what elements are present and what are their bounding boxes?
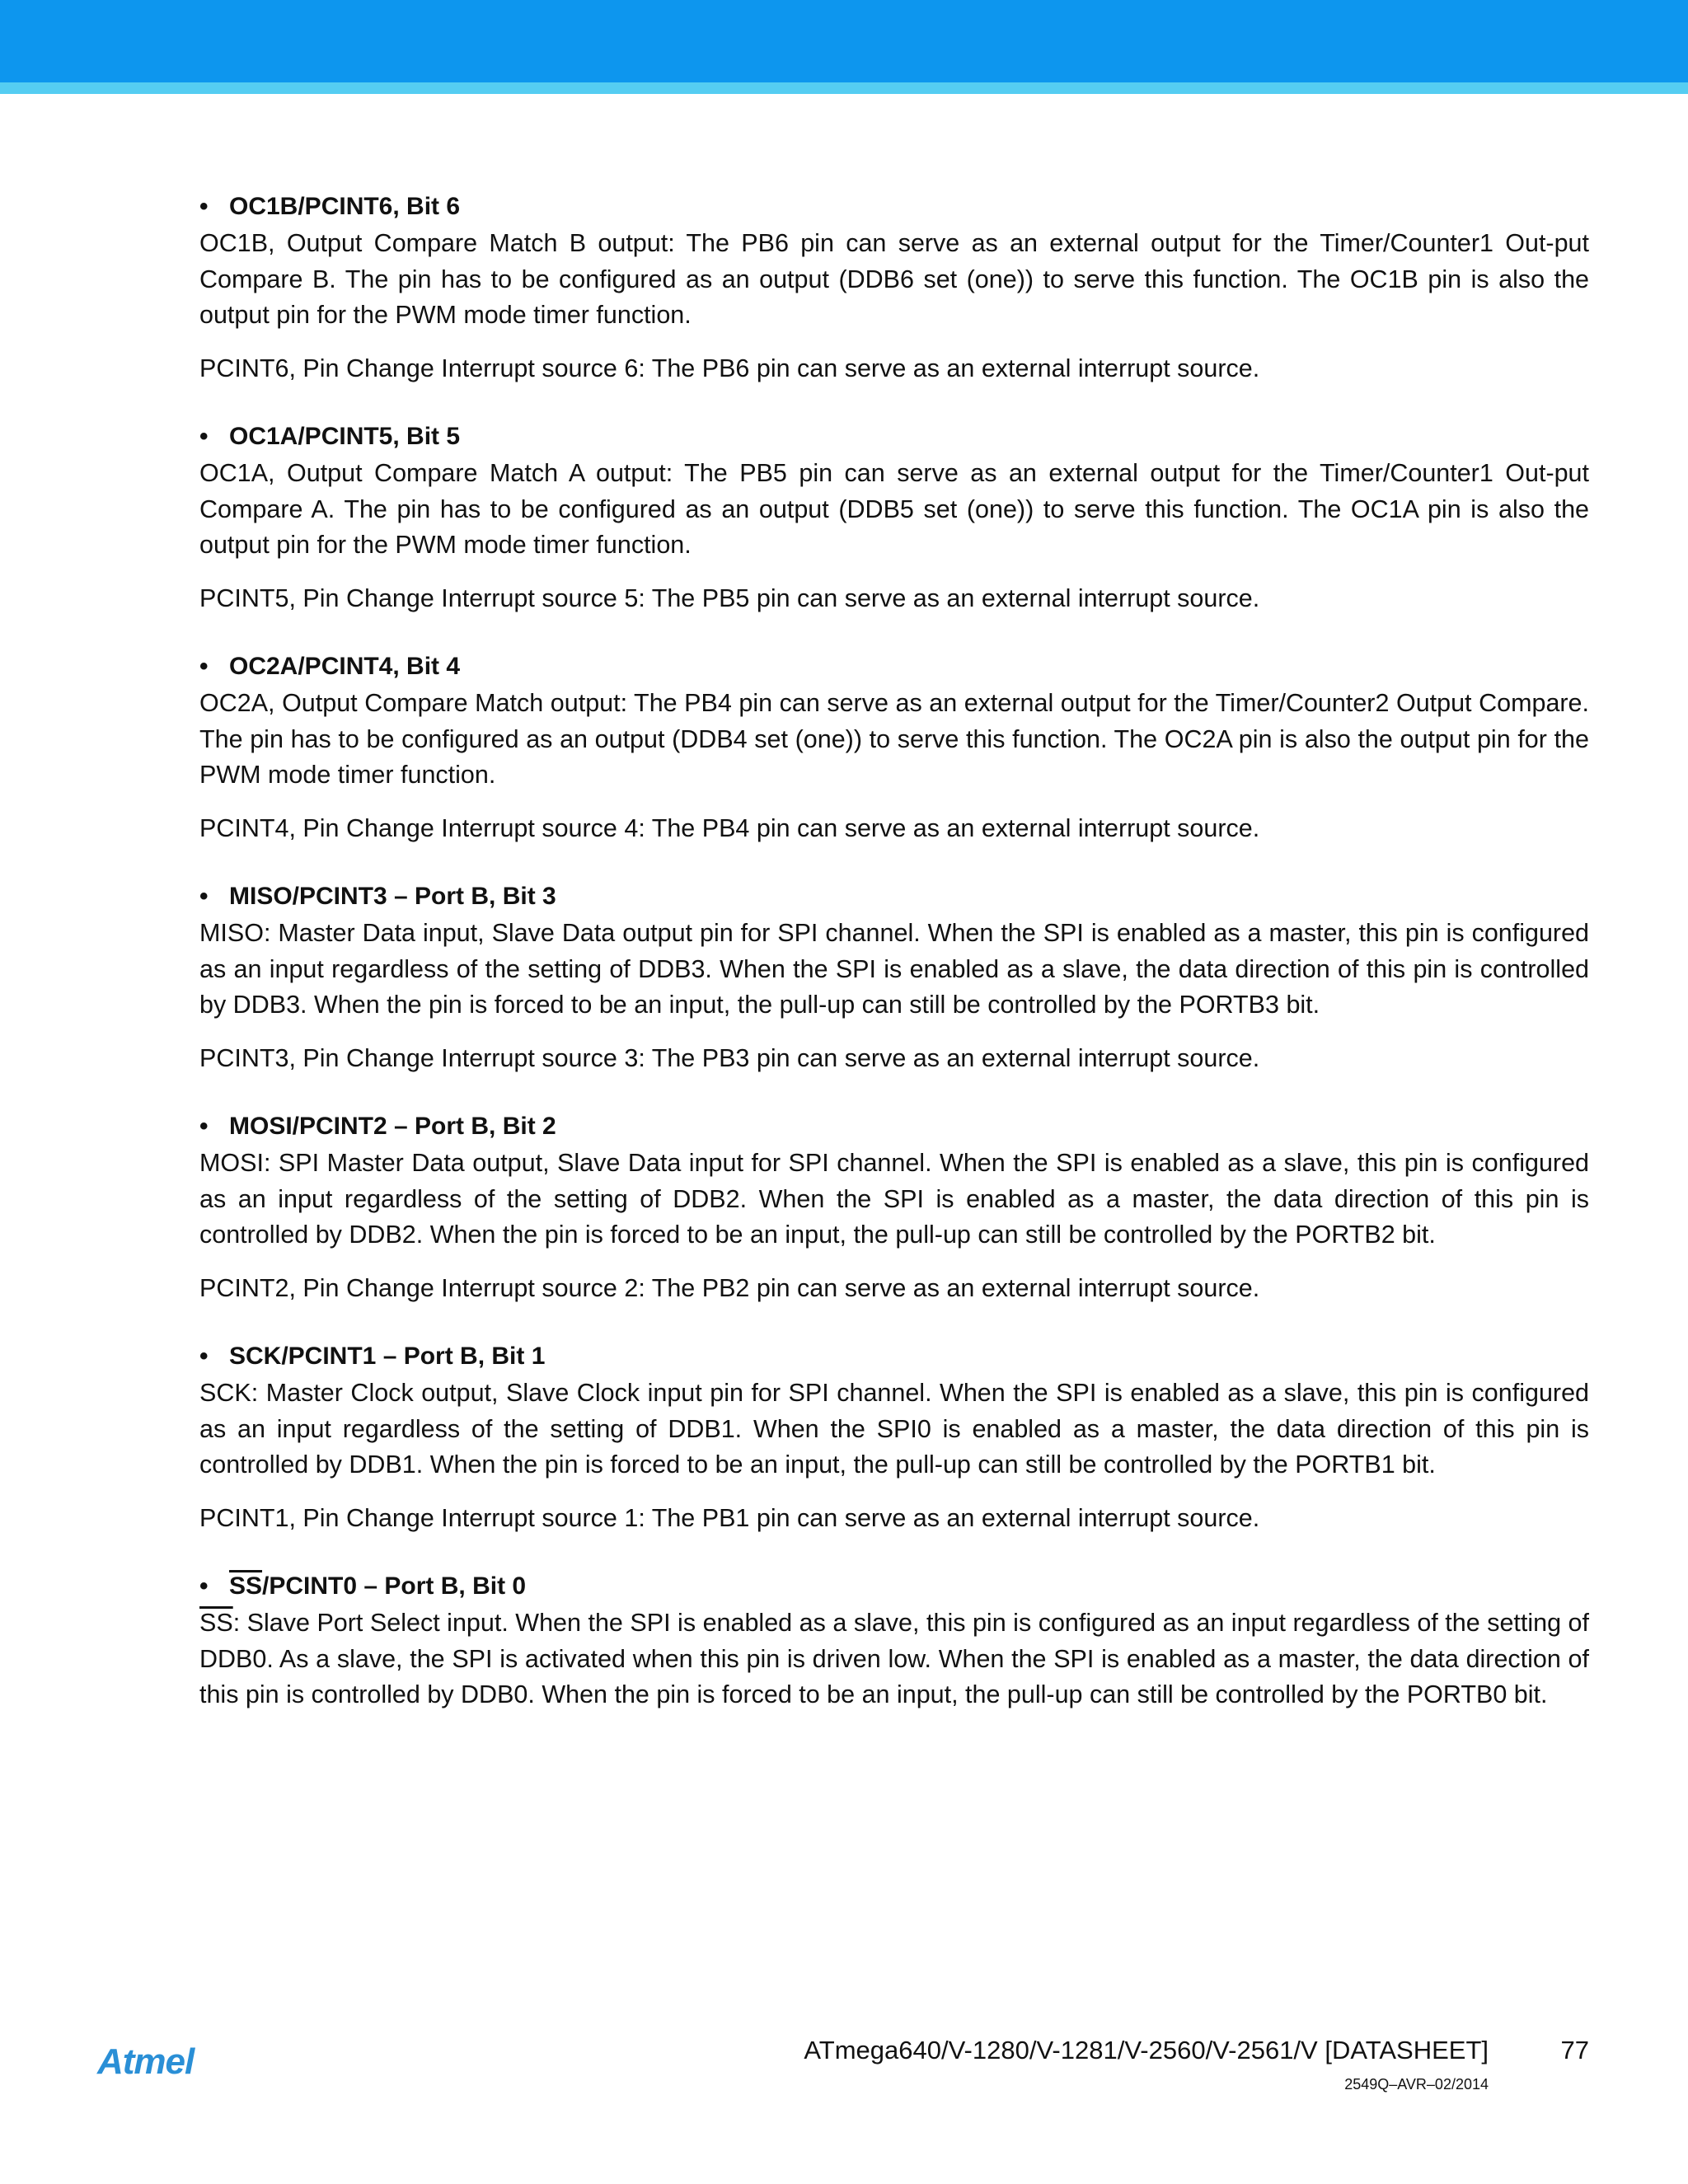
- section-heading: • OC2A/PCINT4, Bit 4: [199, 648, 1589, 686]
- svg-text:Atmel: Atmel: [97, 2041, 195, 2082]
- bullet-icon: •: [199, 193, 209, 220]
- section-heading: • SCK/PCINT1 – Port B, Bit 1: [199, 1338, 1589, 1376]
- paragraph: OC1B, Output Compare Match B output: The PB6 pin can serve as an external output for the Timer/Counter1 Out-put Compare B. The pin has to be configured as an output (DDB6 set (one)) to serve this function. The OC1B pin is also the output pin for the PWM mode timer function.: [199, 229, 1589, 329]
- paragraph: PCINT4, Pin Change Interrupt source 4: The PB4 pin can serve as an external interrupt source.: [199, 813, 1260, 842]
- paragraph: OC1A, Output Compare Match A output: The PB5 pin can serve as an external output for the Timer/Counter1 Out-put Compare A. The pin has to be configured as an output (DDB5 set (one)) to serve this function. The OC1A pin is also the output pin for the PWM mode timer function.: [199, 459, 1589, 559]
- paragraph: OC2A, Output Compare Match output: The PB4 pin can serve as an external output for the Timer/Counter2 Output Compare. The pin has to be configured as an output (DDB4 set (one)) to serve this function. The OC2A pin is also the output pin for the PWM mode timer function.: [199, 689, 1589, 789]
- bullet-icon: •: [199, 1572, 209, 1600]
- section-mosi-pcint2: [199, 1108, 1589, 1306]
- paragraph: PCINT6, Pin Change Interrupt source 6: The PB6 pin can serve as an external interrupt source.: [199, 354, 1260, 382]
- footer-title: ATmega640/V-1280/V-1281/V-2560/V-2561/V [DATASHEET]: [804, 2036, 1489, 2064]
- section-oc2a-pcint4: [199, 648, 1589, 846]
- paragraph: MISO: Master Data input, Slave Data output pin for SPI channel. When the SPI is enabled as a master, this pin is configured as an input regardless of the setting of DDB3. When the SPI is enabled as a slave, the data direction of this pin is controlled by DDB3. When the pin is forced to be an input, the pull-up can still be controlled by the PORTB3 bit.: [199, 919, 1589, 1019]
- paragraph: PCINT2, Pin Change Interrupt source 2: The PB2 pin can serve as an external interrupt source.: [199, 1273, 1260, 1302]
- section-heading: • $\overline{SS}/PCINT0$ – Port B, Bit 0: [199, 1568, 1589, 1605]
- overlined-ss: $\overline{SS}$: [199, 1609, 233, 1637]
- atmel-logo-icon: [96, 2041, 244, 2082]
- section-ss-pcint0: [199, 1568, 1589, 1713]
- section-heading: • MISO/PCINT3 – Port B, Bit 3: [199, 878, 1589, 916]
- paragraph: MOSI: SPI Master Data output, Slave Data input for SPI channel. When the SPI is enabled as a slave, this pin is configured as an input regardless of the setting of DDB2. When the SPI is enabled as a master, the data direction of this pin is controlled by DDB2. When the pin is forced to be an input, the pull-up can still be controlled by the PORTB2 bit.: [199, 1149, 1589, 1249]
- section-sck-pcint1: [199, 1338, 1589, 1536]
- header-band: [0, 0, 1688, 82]
- document-number: 2549Q–AVR–02/2014: [1344, 2076, 1489, 2093]
- bullet-icon: •: [199, 1113, 209, 1140]
- paragraph: SCK: Master Clock output, Slave Clock input pin for SPI channel. When the SPI is enabled as a slave, this pin is configured as an input regardless of the setting of DDB1. When the SPI0 is enabled as a master, the data direction of this pin is controlled by DDB1. When the pin is forced to be an input, the pull-up can still be controlled by the PORTB1 bit.: [199, 1379, 1589, 1479]
- header-stripe: [0, 82, 1688, 94]
- page-number: 77: [1560, 2036, 1589, 2064]
- bullet-icon: •: [199, 883, 209, 910]
- paragraph: PCINT5, Pin Change Interrupt source 5: The PB5 pin can serve as an external interrupt source.: [199, 583, 1260, 612]
- section-oc1b-pcint6: [199, 188, 1589, 387]
- paragraph: PCINT3, Pin Change Interrupt source 3: The PB3 pin can serve as an external interrupt source.: [199, 1043, 1260, 1072]
- paragraph: $\overline{SS}$: Slave Port Select input. When the SPI is enabled as a slave, this pin is configured as an input regardless of the setting of DDB0. As a slave, the SPI is activated when this pin is driven low. When the SPI is enabled as a master, the data direction of this pin is controlled by DDB0. When the pin is forced to be an input, the pull-up can still be controlled by the PORTB0 bit.: [199, 1609, 1589, 1708]
- bullet-icon: •: [199, 423, 209, 450]
- page-body: [199, 188, 1589, 1745]
- bullet-icon: •: [199, 1343, 209, 1370]
- section-heading: • OC1A/PCINT5, Bit 5: [199, 418, 1589, 456]
- bullet-icon: •: [199, 653, 209, 680]
- atmel-logo: [96, 2041, 244, 2086]
- overlined-ss: $\overline{SS}$: [229, 1572, 263, 1600]
- paragraph: PCINT1, Pin Change Interrupt source 1: The PB1 pin can serve as an external interrupt source.: [199, 1503, 1260, 1532]
- section-miso-pcint3: [199, 878, 1589, 1076]
- section-heading: • MOSI/PCINT2 – Port B, Bit 2: [199, 1108, 1589, 1146]
- section-oc1a-pcint5: [199, 418, 1589, 616]
- section-heading: • OC1B/PCINT6, Bit 6: [199, 188, 1589, 226]
